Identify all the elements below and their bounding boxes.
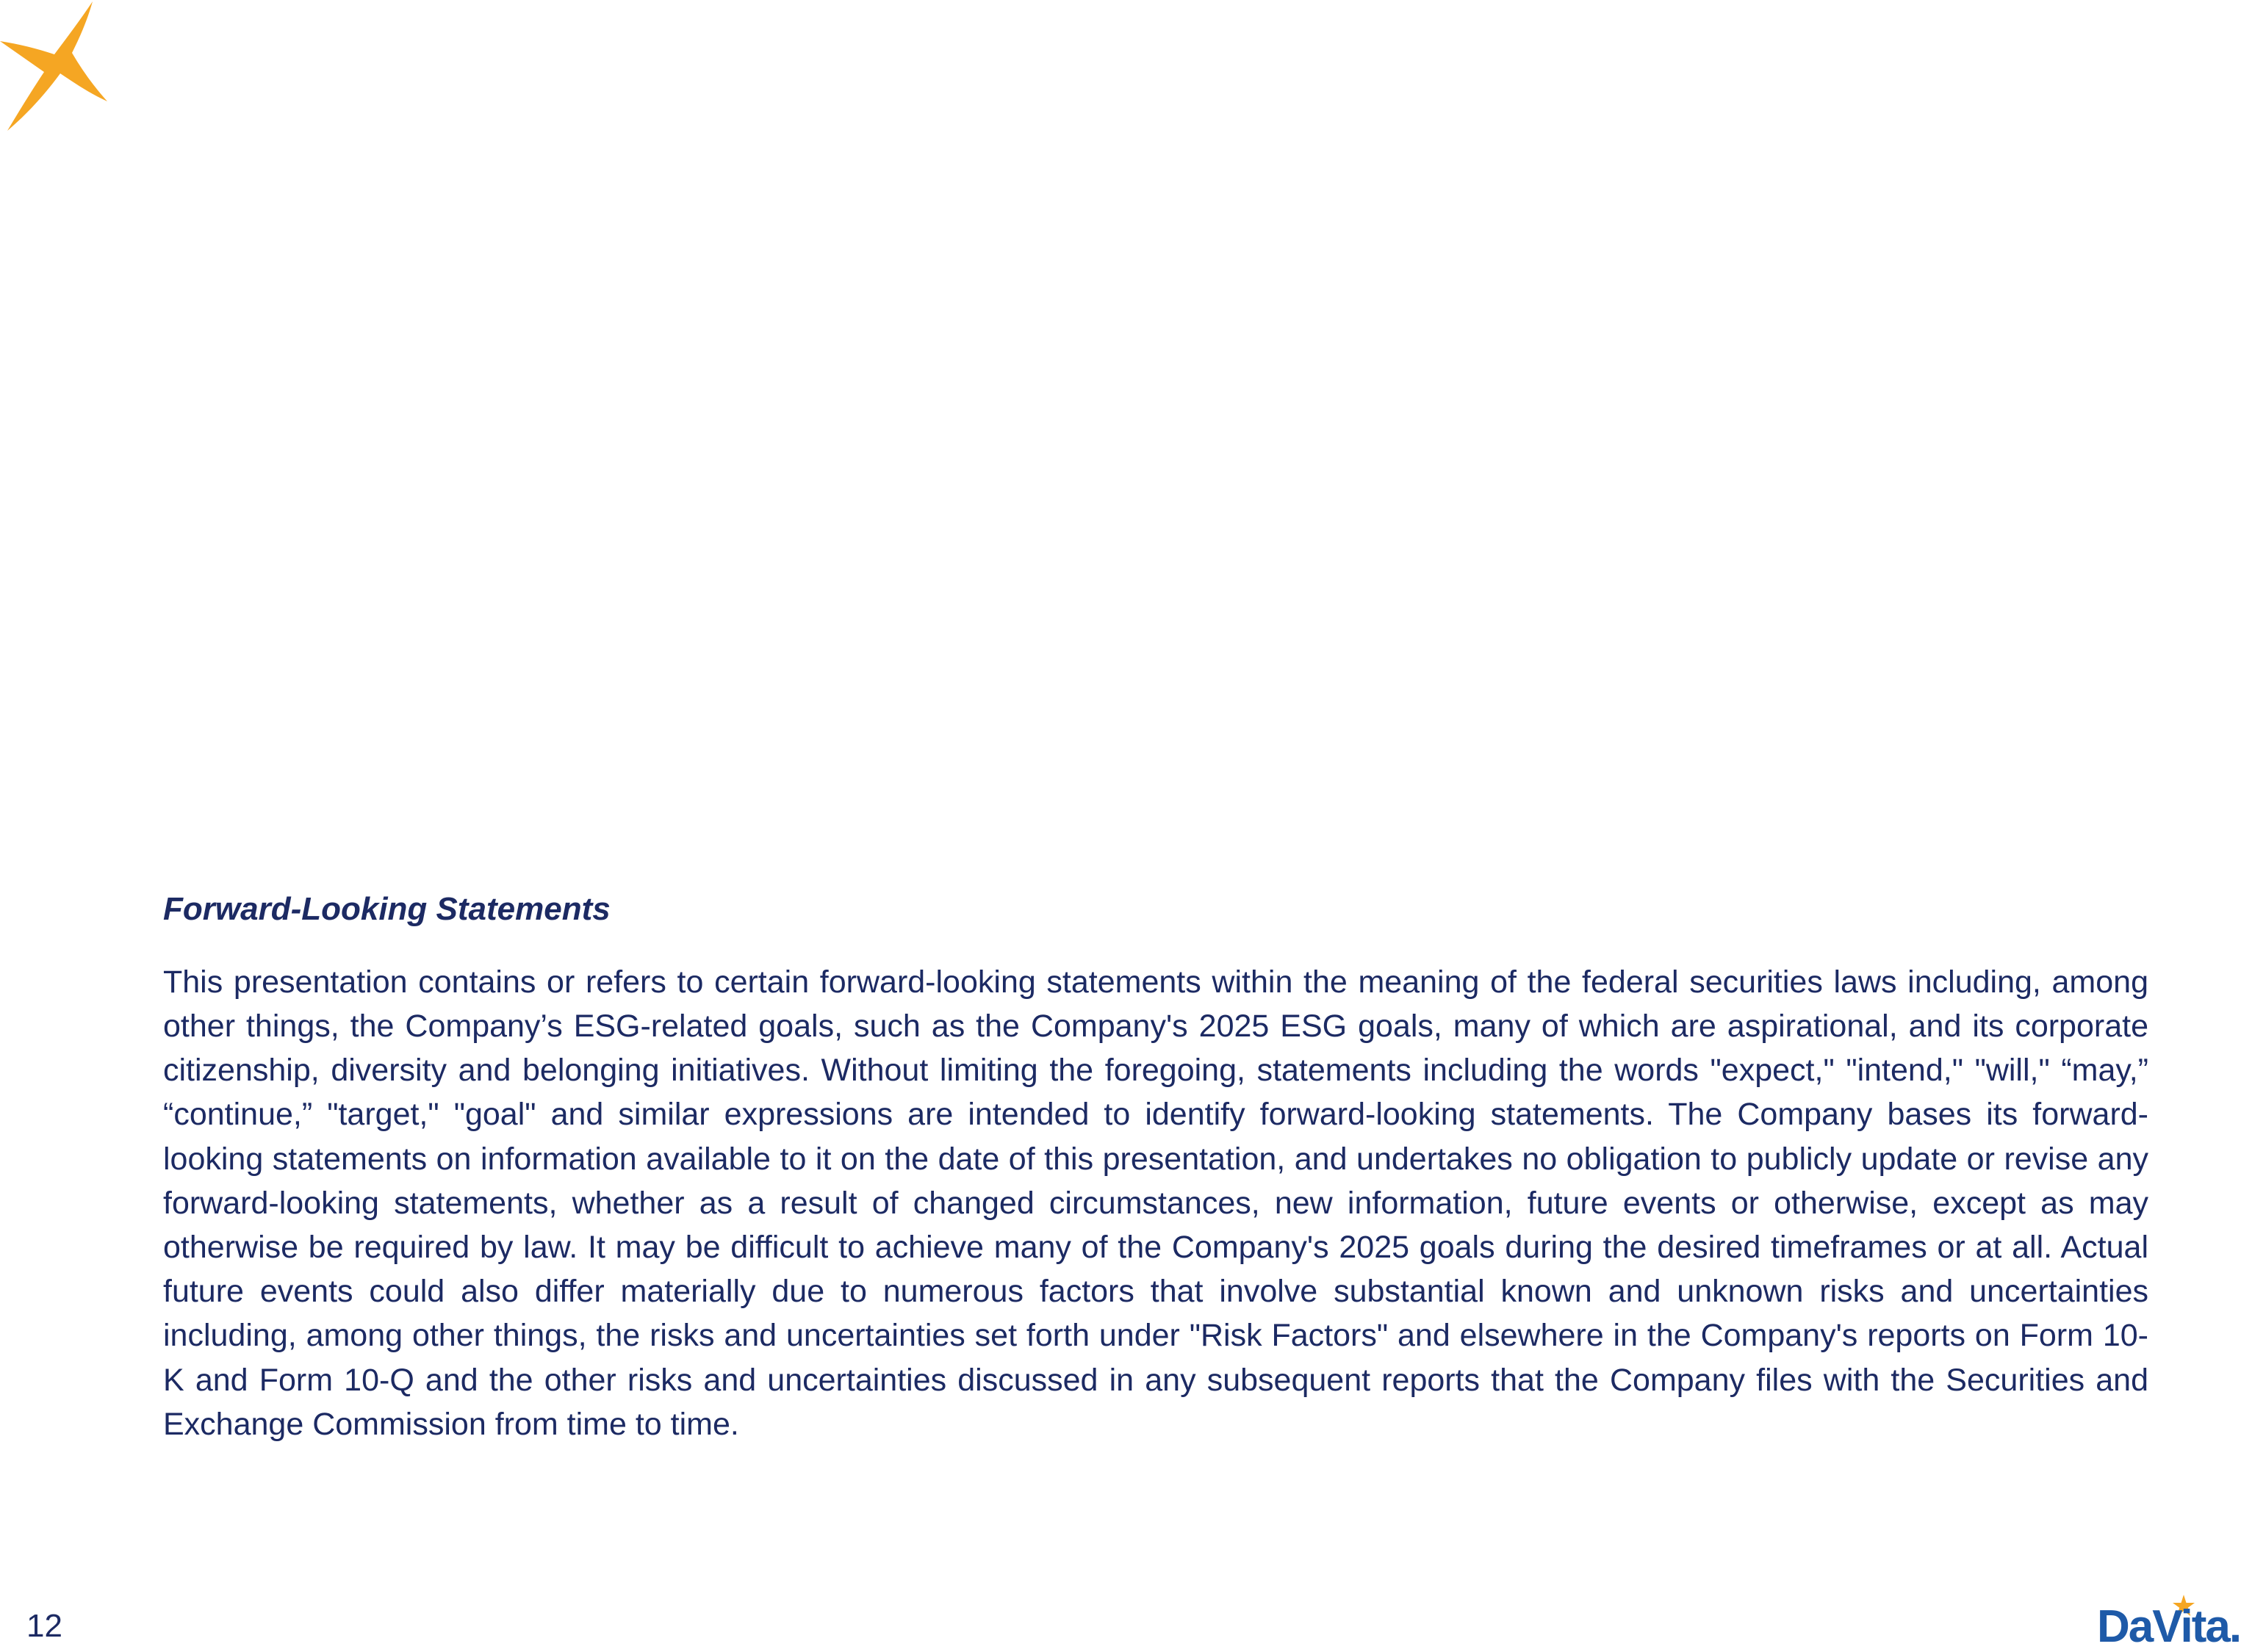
forward-looking-statements: [163, 890, 2148, 1446]
davita-logo: [2097, 1594, 2241, 1650]
star-icon: [0, 0, 110, 132]
statement-body: This presentation contains or refers to certain forward-looking statements within the meaning of the federal securities laws including, among other things, the Company’s ESG-related goals, such as the Company's 2025 ESG goals, many of which are aspirational, and its corporate citizenship, diversity and belonging initiatives. Without limiting the foregoing, statements including the words "expect," "intend," "will," “may,” “continue,” "target," "goal" and similar expressions are intended to identify forward-looking statements. The Company bases its forward-looking statements on information available to it on the date of this presentation, and undertakes no obligation to publicly update or revise any forward-looking statements, whether as a result of changed circumstances, new information, future events or otherwise, except as may otherwise be required by law. It may be difficult to achieve many of the Company's 2025 goals during the desired timeframes or at all. Actual future events could also differ materially due to numerous factors that involve substantial known and unknown risks and uncertainties including, among other things, the risks and uncertainties set forth under "Risk Factors" and elsewhere in the Company's reports on Form 10-K and Form 10-Q and the other risks and uncertainties discussed in any subsequent reports that the Company files with the Securities and Exchange Commission from time to time.: [163, 964, 2148, 1442]
page-number: 12: [26, 1608, 62, 1644]
statement-heading: Forward-Looking Statements: [163, 891, 611, 927]
logo-text: DaVita.: [2097, 1601, 2241, 1652]
